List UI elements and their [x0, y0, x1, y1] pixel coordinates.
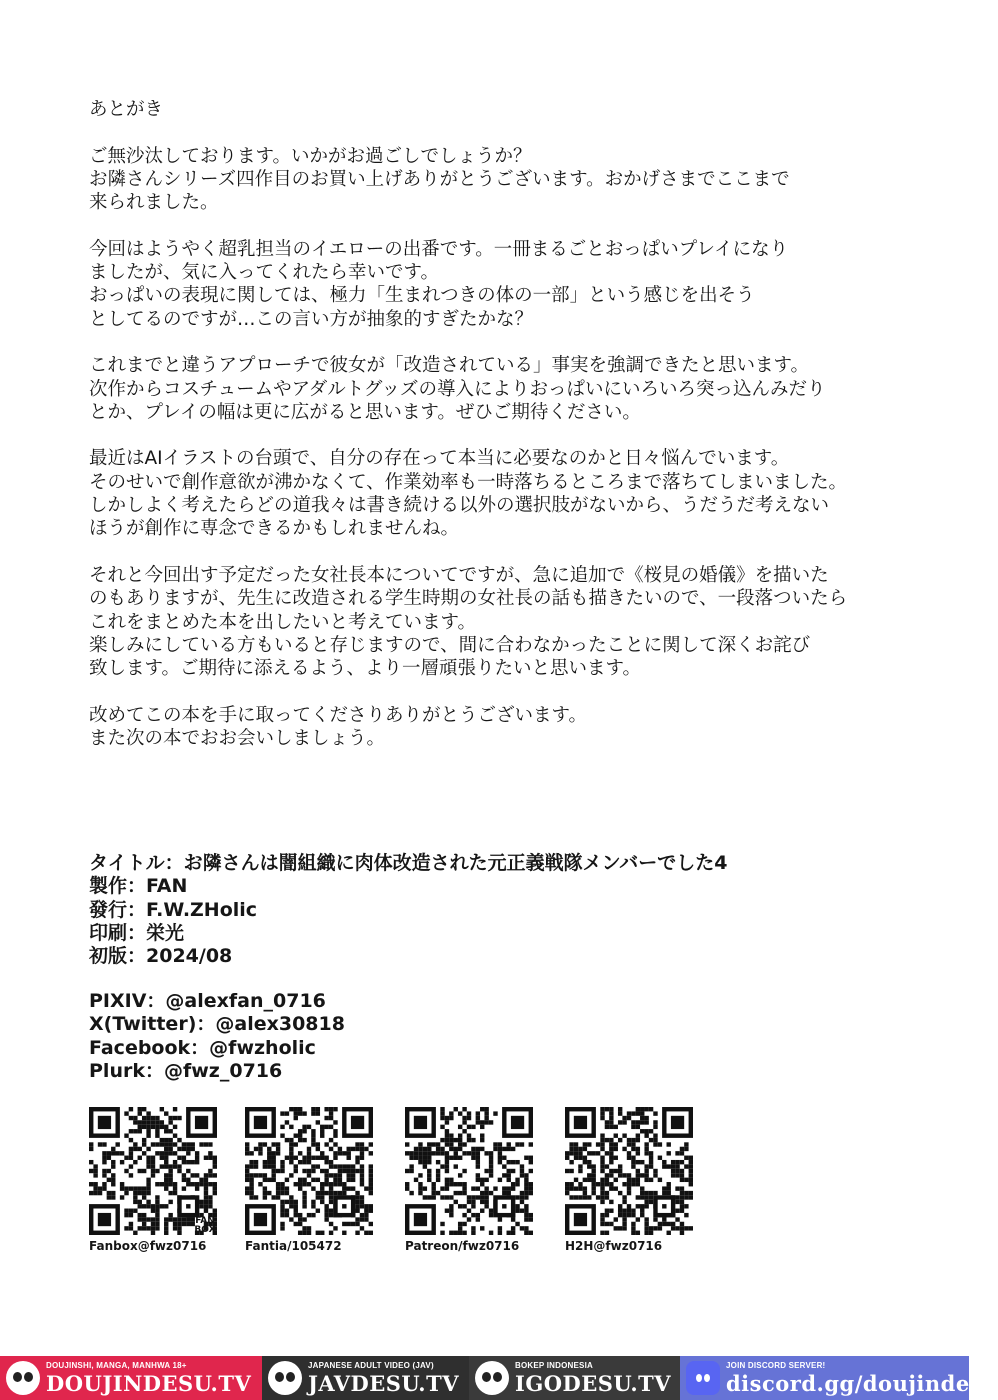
ad-tagline: JOIN DISCORD SERVER!	[726, 1361, 826, 1370]
ad-tagline: JAPANESE ADULT VIDEO (JAV)	[308, 1361, 434, 1370]
ad-text	[515, 1362, 671, 1394]
qr-label-patreon: Patreon/fwz0716	[405, 1239, 520, 1253]
ad-text	[46, 1362, 251, 1394]
qr-code-fantia[interactable]	[245, 1107, 373, 1235]
text-line: 楽しみにしている方もいると存じますので、間に合わなかったことに関して深くお詫び	[89, 634, 811, 656]
ad-text	[308, 1362, 459, 1394]
qr-label-fanbox: Fanbox@fwz0716	[89, 1239, 207, 1253]
text-line: これまでと違うアプローチで彼女が「改造されている」事実を強調できたと思います。	[89, 355, 810, 377]
qr-code-h2h[interactable]	[565, 1107, 693, 1235]
text-line: とか、プレイの幅は更に広がると思います。ぜひご期待ください。	[89, 401, 641, 423]
paragraph-3	[89, 354, 899, 424]
ad-tagline: DOUJINSHI, MANGA, MANHWA 18+	[46, 1361, 187, 1370]
text-line: 来られました。	[89, 192, 219, 214]
colophon-author: 製作：FAN	[89, 875, 188, 898]
text-line: 次作からコスチュームやアダルトグッズの導入によりおっぱいにいろいろ突っ込んみだり	[89, 378, 826, 400]
colophon-first-edition: 初版：2024/08	[89, 945, 233, 968]
ad-doujindesu[interactable]	[0, 1356, 262, 1400]
text-line: ましたが、気に入ってくれたら幸いです。	[89, 262, 440, 284]
text-line: 最近はAIイラストの台頭で、自分の存在って本当に必要なのかと日々悩んでいます。	[89, 448, 790, 470]
qr-block-patreon	[405, 1107, 555, 1253]
text-line: 改めてこの本を手に取ってくださりありがとうございます。	[89, 704, 588, 726]
paragraph-5	[89, 564, 899, 680]
colophon-title: タイトル：お隣さんは闇組織に肉体改造された元正義戦隊メンバーでした4	[89, 852, 728, 874]
text-line: 致します。ご期待に添えるよう、より一層頑張りたいと思います。	[89, 658, 642, 680]
text-line: としてるのですが…この言い方が抽象的すぎたかな？	[89, 308, 534, 330]
paragraph-6	[89, 704, 899, 751]
text-line: また次の本でおお会いしましょう。	[89, 728, 386, 750]
ad-banner	[0, 1356, 998, 1400]
qr-label-h2h: H2H@fwz0716	[565, 1239, 663, 1253]
social-twitter: X(Twitter)：@alex30818	[89, 1013, 345, 1036]
social-accounts	[89, 990, 689, 1083]
panda-logo-icon	[475, 1361, 509, 1395]
text-line: おっぱいの表現に関しては、極力「生まれつきの体の一部」という感じを出そう	[89, 285, 755, 307]
ad-site-name: JAVDESU.TV	[308, 1371, 459, 1396]
text-line: これをまとめた本を出したいと考えています。	[89, 611, 477, 633]
ad-text	[726, 1362, 998, 1394]
text-line: それと今回出す予定だった女社長本についてですが、急に追加で《桜見の婚儀》を描いた	[89, 564, 829, 586]
qr-code-patreon[interactable]	[405, 1107, 533, 1235]
text-line: お隣さんシリーズ四作目のお買い上げありがとうございます。おかげさまでここまで	[89, 168, 790, 190]
ad-site-name: IGODESU.TV	[515, 1371, 672, 1396]
panda-logo-icon	[268, 1361, 302, 1395]
qr-block-h2h	[565, 1107, 715, 1253]
ad-site-name: discord.gg/doujindesu	[726, 1371, 998, 1396]
social-plurk: Plurk：@fwz_0716	[89, 1059, 283, 1082]
text-line: ほうが創作に専念できるかもしれませんね。	[89, 518, 460, 540]
afterword-heading: あとがき	[89, 99, 164, 120]
text-line: そのせいで創作意欲が沸かなくて、作業効率も一時落ちるところまで落ちてしまいました。	[89, 471, 847, 493]
fanbox-badge: FAN BOX	[194, 1216, 216, 1235]
ad-site-name: DOUJINDESU.TV	[46, 1371, 252, 1396]
colophon-printer: 印刷：栄光	[89, 921, 185, 944]
panda-logo-icon	[6, 1361, 40, 1395]
text-line: のもありますが、先生に改造される学生時期の女社長の話も描きたいので、一段落ついたら	[89, 588, 848, 610]
qr-block-fantia	[245, 1107, 395, 1253]
social-facebook: Facebook：@fwzholic	[89, 1036, 316, 1059]
afterword-body	[89, 98, 899, 774]
discord-logo-icon	[686, 1361, 720, 1395]
text-line: しかしよく考えたらどの道我々は書き続ける以外の選択肢がないから、うだうだ考えない	[89, 495, 830, 517]
paragraph-1	[89, 145, 899, 215]
ad-igodesu[interactable]	[469, 1356, 680, 1400]
ad-discord[interactable]	[680, 1356, 998, 1400]
text-line: ご無沙汰しております。いかがお過ごしでしょうか？	[89, 145, 532, 167]
ad-javdesu[interactable]	[262, 1356, 469, 1400]
paragraph-2	[89, 238, 899, 331]
qr-block-fanbox	[89, 1107, 239, 1253]
paragraph-4	[89, 447, 899, 540]
social-pixiv: PIXIV：@alexfan_0716	[89, 990, 326, 1012]
ad-tagline: BOKEP INDONESIA	[515, 1361, 593, 1370]
colophon	[89, 852, 889, 968]
qr-label-fantia: Fantia/105472	[245, 1239, 342, 1253]
text-line: 今回はようやく超乳担当のイエローの出番です。一冊まるごとおっぱいプレイになり	[89, 238, 789, 260]
colophon-publisher: 發行：F.W.ZHolic	[89, 898, 258, 921]
qr-code-row	[0, 1107, 969, 1257]
